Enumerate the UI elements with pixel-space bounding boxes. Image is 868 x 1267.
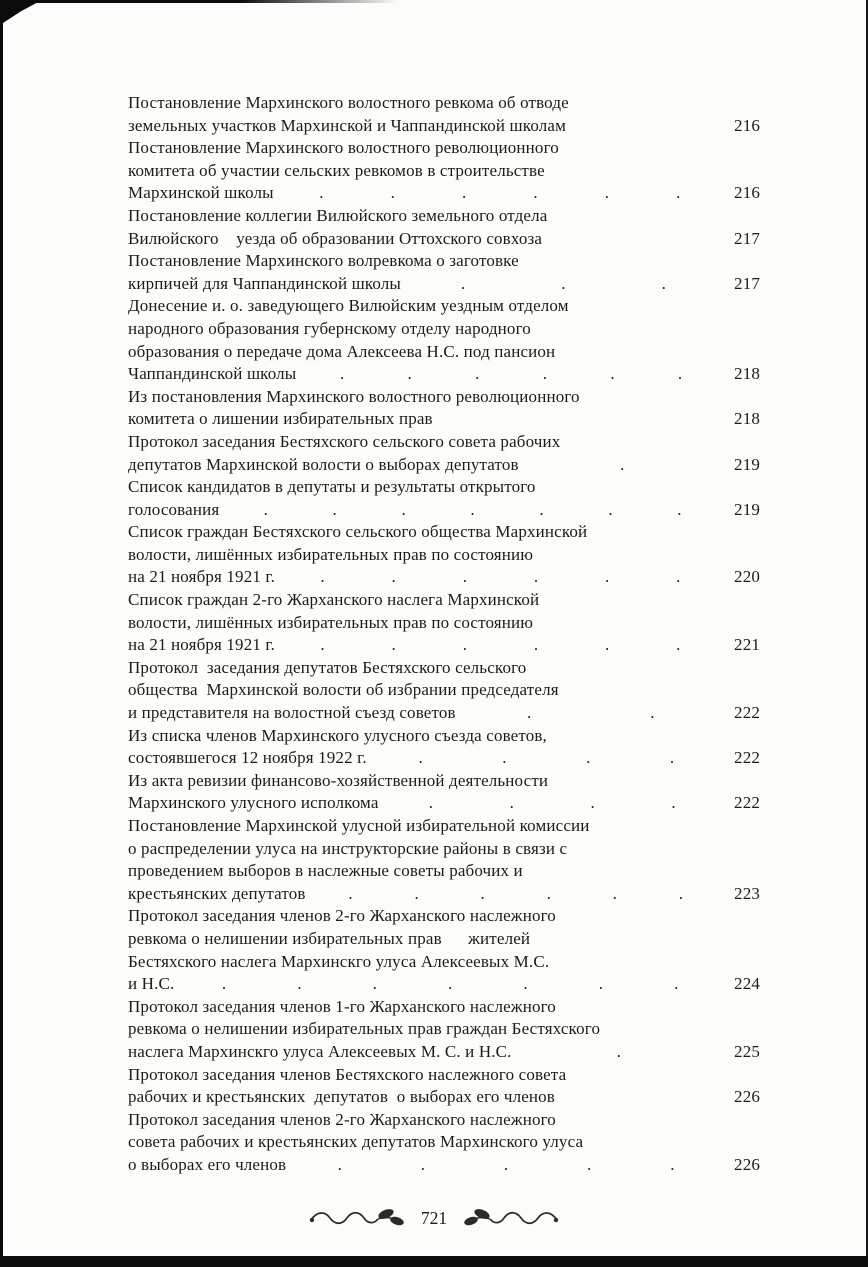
leader-dot: . [533,183,538,203]
toc-line: Протокол заседания Бестяхского сельского совета рабочих [128,431,561,451]
toc-line: Постановление Мархинского волостного ревкома об отводе [128,93,569,112]
dot-leader [219,499,726,522]
toc-last-line [128,182,760,205]
leader-dot: . [586,748,591,768]
page-number: 226 [734,1087,760,1107]
leader-dot: . [533,567,539,587]
leader-dot: . [319,183,324,203]
page-number: 222 [734,703,760,723]
page-number: 222 [734,748,760,768]
leader-dot: . [480,883,485,903]
entry-text: Мархинской школы [128,183,274,203]
leader-dot: . [391,567,396,587]
entry-text: крестьянских депутатов [128,883,306,903]
toc-entry [128,657,760,725]
toc-line: Донесение и. о. заведующего Вилюйским уездным отделом [128,296,569,316]
entry-text: Мархинского улусного исполкома [128,793,379,813]
page-number: 219 [734,499,760,519]
leader-dot: . [320,567,325,587]
dot-leader [174,973,726,996]
leader-dot: . [677,499,682,519]
leader-dot: . [674,974,679,994]
page-number: 218 [734,409,760,429]
toc-entry [128,431,760,476]
toc-entry [128,1064,760,1109]
toc-entry [128,905,760,995]
leader-dot: . [620,454,625,474]
leader-dot: . [475,364,480,384]
leader-dot: . [332,499,337,519]
page-number: 219 [734,454,760,474]
page-number: 216 [734,183,760,203]
toc-line: Протокол заседания членов 2-го Жарханского наслежного [128,1109,556,1129]
entry-text: кирпичей для Чаппандинской школы [128,273,402,293]
leader-dot: . [523,974,528,994]
leader-dot: . [650,703,655,723]
leader-dot: . [460,273,466,293]
leader-dot: . [605,567,610,587]
dot-leader [286,1154,726,1177]
entry-text: рабочих и крестьянских депутатов о выборах его членов [128,1087,555,1107]
toc-line: Список граждан Бестяхского сельского общества Мархинской [128,522,588,542]
toc-line: общества Мархинской волости об избрании председателя [128,680,559,700]
dot-leader [519,454,726,477]
leader-dot: . [561,273,566,293]
toc-line: проведением выборов в наслежные советы рабочих и [128,861,523,881]
page-footer [0,1204,868,1232]
page-number: 224 [734,974,760,994]
toc-last-line [128,702,760,725]
dot-leader [367,747,726,770]
leader-dot: . [470,499,475,519]
toc-entry [128,815,760,905]
toc-last-line [128,973,760,996]
leader-dot: . [461,183,467,203]
leader-dot: . [678,883,684,903]
ornament-right-icon [461,1204,561,1232]
leader-dot: . [462,635,468,655]
dot-leader [401,273,726,296]
toc-entry [128,92,760,137]
footer-page-number: 721 [420,1207,448,1228]
leader-dot: . [502,748,507,768]
toc-line: Список кандидатов в депутаты и результаты открытого [128,477,536,497]
toc-entry [128,1109,760,1177]
toc-last-line [128,499,760,522]
leader-dot: . [590,793,595,813]
toc-line: образования о передаче дома Алексеева Н.С. под пансион [128,341,556,361]
entry-text: состоявшегося 12 ноября 1922 г. [128,748,367,768]
toc-entry [128,476,760,521]
entry-text: комитета о лишении избирательных прав [128,409,433,429]
toc-entry [128,725,760,770]
leader-dot: . [661,273,667,293]
leader-dot: . [533,635,539,655]
scan-edge-top [0,0,399,3]
toc-line: Постановление Мархинской улусной избирательной комиссии [128,816,590,835]
toc-line: ревкома о нелишении избирательных прав жителей [128,928,531,948]
toc-line: Из постановления Мархинского волостного революционного [128,386,580,406]
toc-last-line [128,1086,760,1109]
toc-last-line [128,228,760,251]
leader-dot: . [372,974,378,994]
toc-line: Протокол заседания членов 1-го Жарханского наслежного [128,996,556,1016]
toc-line: Протокол заседания членов Бестяхского наслежного совета [128,1064,567,1084]
leader-dot: . [447,974,453,994]
leader-dot: . [418,748,423,768]
toc-line: Постановление коллегии Вилюйского земельного отдела [128,205,548,225]
leader-dot: . [670,1154,675,1174]
toc-line: Постановление Мархинского волостного революционного [128,138,559,158]
dot-leader [275,634,726,657]
leader-dot: . [669,748,675,768]
toc-line: Список граждан 2-го Жарханского наслега Мархинской [128,590,540,610]
toc-last-line [128,1154,760,1177]
toc-last-line [128,115,760,138]
toc-line: волости, лишённых избирательных прав по состоянию [128,612,534,632]
leader-dot: . [390,183,395,203]
toc-line: Из акта ревизии финансово-хозяйственной деятельности [128,770,549,790]
page-number: 222 [734,793,760,813]
toc-last-line [128,747,760,770]
toc-line: Из списка членов Мархинского улусного съезда советов, [128,725,547,745]
toc-last-line [128,1041,760,1064]
toc-line: комитета об участии сельских ревкомов в строительстве [128,160,545,180]
leader-dot: . [348,883,353,903]
entry-text: Чаппандинской школы [128,364,297,384]
leader-dot: . [608,499,613,519]
dot-leader [274,182,726,205]
toc-line: волости, лишённых избирательных прав по состоянию [128,544,534,564]
page-number: 216 [734,115,760,135]
toc-line: совета рабочих и крестьянских депутатов Мархинского улуса [128,1132,584,1152]
toc-line: ревкома о нелишении избирательных прав граждан Бестяхского [128,1019,601,1039]
page-number: 218 [734,364,760,384]
leader-dot: . [527,703,532,723]
entry-text: Вилюйского уезда об образовании Оттохского совхоза [128,228,543,248]
toc-last-line [128,454,760,477]
toc-last-line [128,363,760,386]
leader-dot: . [598,974,604,994]
leader-dot: . [610,364,615,384]
ornament-left-icon [307,1204,407,1232]
toc-list [128,92,760,1177]
dot-leader [306,883,726,906]
entry-text: земельных участков Мархинской и Чаппандинской школам [128,115,566,135]
toc-last-line [128,273,760,296]
toc-entry [128,996,760,1064]
leader-dot: . [297,974,302,994]
leader-dot: . [462,567,468,587]
toc-line: Бестяхского наслега Мархинскго улуса Алексеевых М.С. [128,951,550,971]
toc-line: народного образования губернскому отделу народного [128,318,531,338]
leader-dot: . [546,883,552,903]
entry-text: наслега Мархинскго улуса Алексеевых М. С. и Н.С. [128,1041,512,1061]
page-number: 225 [734,1041,760,1061]
dot-leader [456,702,726,725]
toc-last-line [128,883,760,906]
leader-dot: . [407,364,412,384]
toc-line: о распределении улуса на инструкторские районы в связи с [128,838,568,858]
leader-dot: . [676,567,681,587]
toc-entry [128,295,760,385]
leader-dot: . [509,793,515,813]
leader-dot: . [612,883,618,903]
page-number: 223 [734,883,760,903]
toc-entry [128,770,760,815]
scan-edge-bottom [0,1256,868,1267]
leader-dot: . [414,883,419,903]
toc-entry [128,521,760,589]
entry-text: на 21 ноября 1921 г. [128,567,276,587]
dot-leader [275,566,726,589]
entry-text: депутатов Мархинской волости о выборах депутатов [128,454,519,474]
dot-leader [379,792,726,815]
leader-dot: . [221,974,227,994]
leader-dot: . [604,183,610,203]
leader-dot: . [391,635,396,655]
leader-dot: . [671,793,676,813]
page-number: 226 [734,1154,760,1174]
toc-last-line [128,408,760,431]
entry-text: на 21 ноября 1921 г. [128,635,276,655]
toc-last-line [128,792,760,815]
toc-entry [128,205,760,250]
toc-entry [128,589,760,657]
leader-dot: . [503,1154,509,1174]
page-number: 217 [734,273,760,293]
toc-last-line [128,566,760,589]
leader-dot: . [263,499,268,519]
toc-entry [128,137,760,205]
scan-edge-left [0,0,3,1267]
toc-line: Протокол заседания членов 2-го Жарханского наслежного [128,906,556,926]
leader-dot: . [337,1154,342,1174]
dot-leader [296,363,726,386]
toc-line: Протокол заседания депутатов Бестяхского сельского [128,657,527,677]
entry-text: и представителя на волостной съезд советов [128,703,456,723]
leader-dot: . [676,635,681,655]
leader-dot: . [428,793,434,813]
entry-text: и Н.С. [128,974,175,994]
leader-dot: . [676,183,681,203]
leader-dot: . [401,499,406,519]
page-number: 220 [734,567,760,587]
leader-dot: . [677,364,683,384]
toc-last-line [128,634,760,657]
toc-entry [128,250,760,295]
leader-dot: . [616,1041,621,1061]
toc-entry [128,386,760,431]
leader-dot: . [339,364,345,384]
entry-text: голосования [128,499,220,519]
leader-dot: . [320,635,325,655]
leader-dot: . [587,1154,592,1174]
leader-dot: . [542,364,548,384]
leader-dot: . [539,499,544,519]
leader-dot: . [420,1154,426,1174]
toc-line: Постановление Мархинского волревкома о заготовке [128,251,519,271]
scan-corner-mark [0,0,42,25]
entry-text: о выборах его членов [128,1154,287,1174]
page-number: 221 [734,635,760,655]
page-number: 217 [734,228,760,248]
dot-leader [512,1041,726,1064]
leader-dot: . [605,635,610,655]
